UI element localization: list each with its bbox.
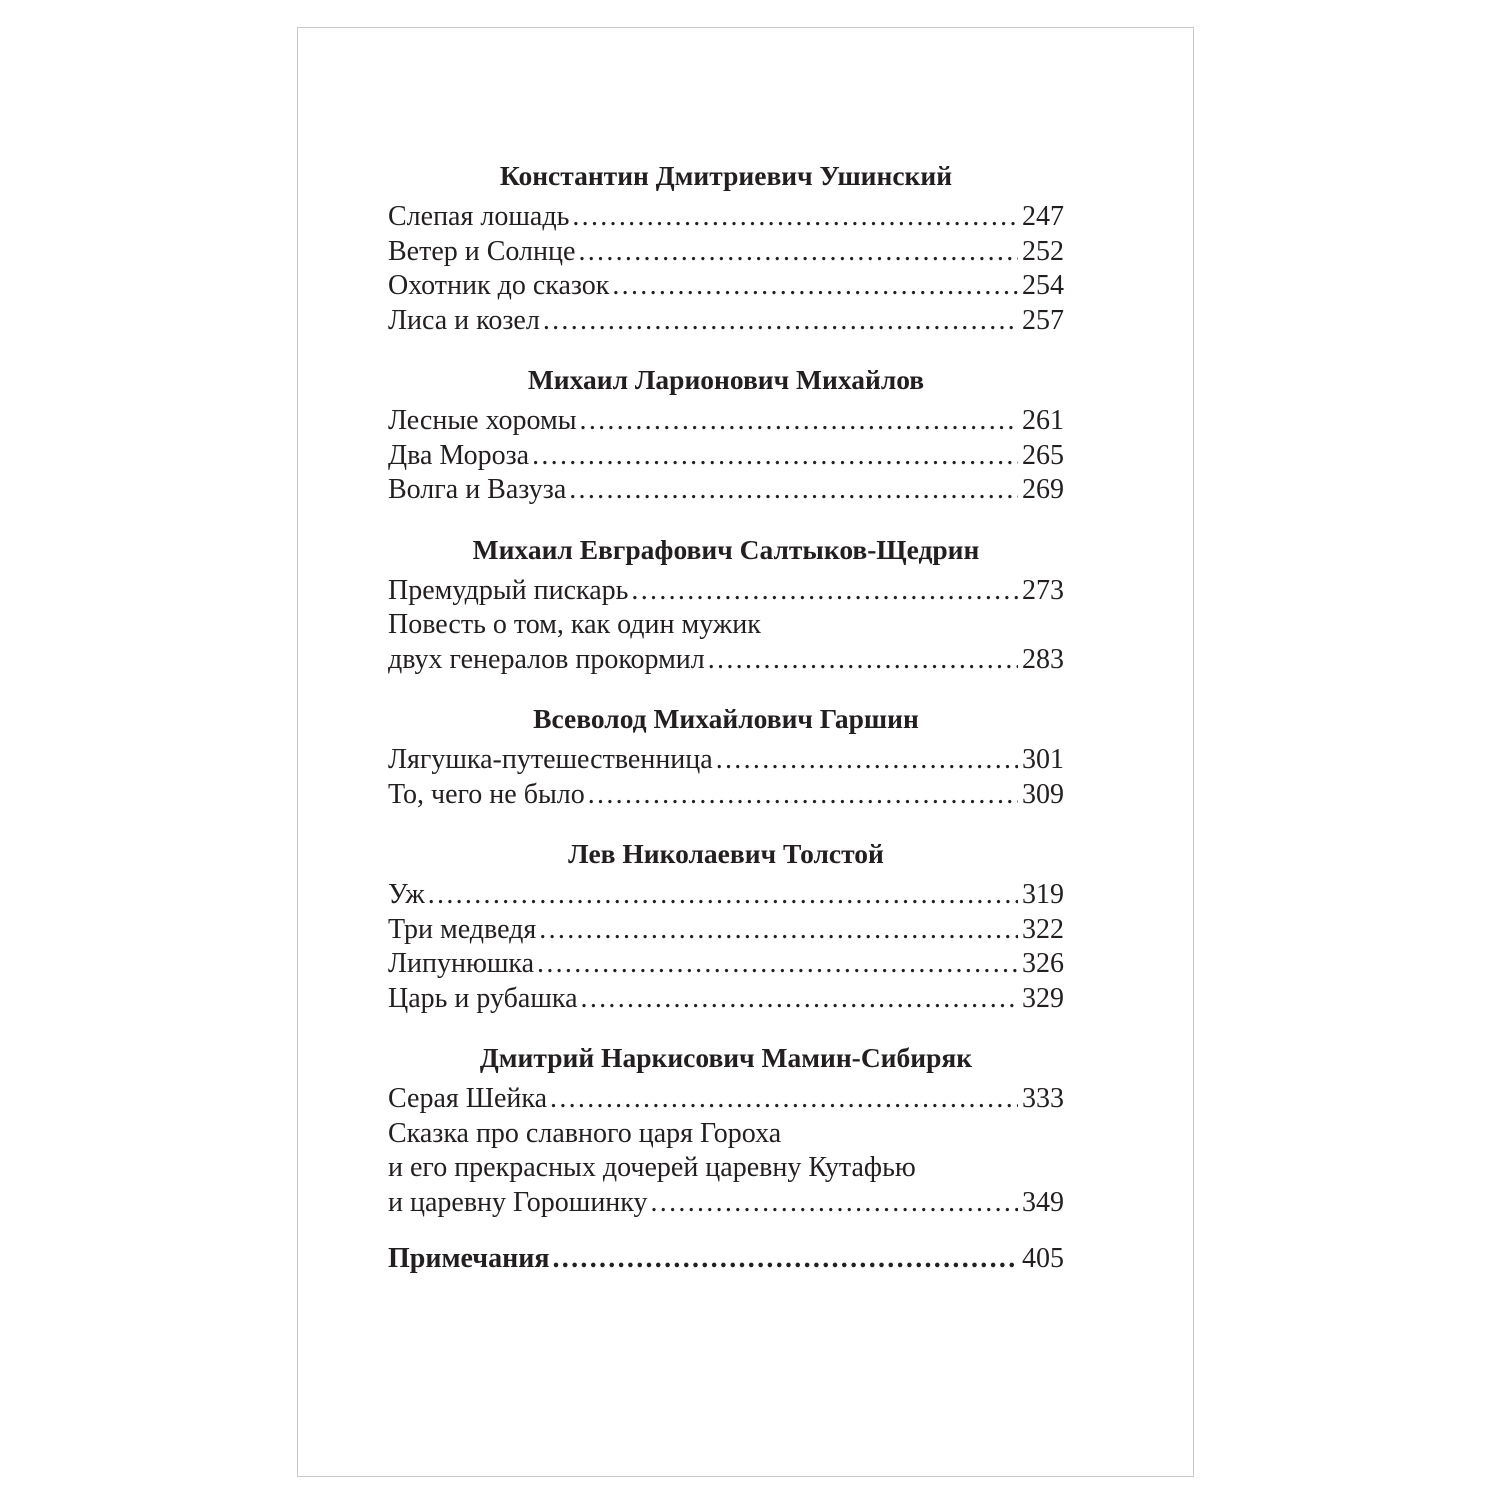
dot-leader: [651, 1186, 1019, 1221]
toc-entry[interactable]: [388, 574, 1064, 609]
toc-entry-page-number: 273: [1022, 574, 1064, 606]
toc-entry-line: [388, 913, 1064, 948]
toc-entry[interactable]: [388, 200, 1064, 235]
toc-entry[interactable]: [388, 947, 1064, 982]
toc-entry-page-number: 349: [1022, 1186, 1064, 1218]
toc-entry-page-number: 326: [1022, 948, 1064, 979]
toc-entry-title: Охотник до сказок: [388, 270, 610, 301]
dot-leader: [532, 439, 1018, 474]
toc-entry-title-line: и его прекрасных дочерей царевну Кутафью: [388, 1152, 916, 1183]
toc-entry-title-line: Повесть о том, как один мужик: [388, 609, 761, 640]
dot-leader: [588, 778, 1018, 813]
dot-leader: [537, 947, 1018, 982]
toc-entry[interactable]: [388, 1117, 1064, 1221]
toc-entry[interactable]: [388, 304, 1064, 339]
toc-entry-page-number: 261: [1022, 405, 1064, 436]
toc-entry[interactable]: [388, 982, 1064, 1017]
toc-entry-page-number: 247: [1022, 201, 1064, 232]
toc-entry-title: Ветер и Солнце: [388, 235, 576, 267]
toc-entry[interactable]: [388, 269, 1064, 304]
toc-entry[interactable]: [388, 439, 1064, 474]
toc-section: [388, 156, 1064, 338]
toc-entry-page-number: 265: [1022, 439, 1064, 471]
toc-entry-line: [388, 304, 1064, 339]
toc-section: [388, 530, 1064, 678]
toc-entry-title: Премудрый пискарь: [388, 574, 629, 606]
toc-entry[interactable]: [388, 743, 1064, 778]
toc-notes-page: 405: [1022, 1243, 1064, 1274]
toc-entry-page-number: 333: [1022, 1083, 1064, 1114]
dot-leader: [580, 404, 1018, 439]
toc-entry[interactable]: [388, 473, 1064, 508]
dot-leader: [569, 473, 1018, 508]
toc-entry-page-number: 283: [1022, 643, 1064, 675]
toc-entry-page-number: 254: [1022, 270, 1064, 301]
toc-entry-title: Лесные хоромы: [388, 405, 577, 436]
toc-entry-title: Два Мороза: [388, 439, 530, 471]
toc-entry[interactable]: [388, 235, 1064, 270]
toc-entry-page-number: 301: [1022, 744, 1064, 775]
toc-entry-title: Три медведя: [388, 913, 537, 945]
toc-entry-line: [388, 1186, 1064, 1221]
table-of-contents: [388, 156, 1064, 1277]
toc-entry-line: [388, 947, 1064, 982]
toc-entry-title: Волга и Вазуза: [388, 474, 567, 505]
toc-section: [388, 1038, 1064, 1220]
dot-leader: [581, 982, 1018, 1017]
toc-entry-line: [388, 1082, 1064, 1117]
toc-entry[interactable]: [388, 608, 1064, 677]
toc-entry-line: [388, 878, 1064, 913]
toc-notes-line[interactable]: [388, 1242, 1064, 1277]
toc-entry-line: [388, 574, 1064, 609]
toc-entry-line: [388, 439, 1064, 474]
toc-entry-page-number: 329: [1022, 982, 1064, 1014]
toc-notes-title: Примечания: [388, 1243, 550, 1274]
toc-author-heading: Константин Дмитриевич Ушинский: [499, 160, 953, 191]
dot-leader: [543, 304, 1018, 339]
toc-notes: [388, 1242, 1064, 1277]
toc-entry[interactable]: [388, 404, 1064, 439]
toc-entry-title: Лягушка-путешественница: [388, 744, 713, 775]
toc-entry-title: двух генералов прокормил: [388, 643, 705, 675]
toc-section: [388, 699, 1064, 812]
toc-entry-page-number: 269: [1022, 474, 1064, 505]
toc-author-heading: Всеволод Михайлович Гаршин: [533, 703, 919, 734]
toc-entry-title-line: Сказка про славного царя Гороха: [388, 1117, 782, 1149]
toc-entry-line: [388, 982, 1064, 1017]
toc-entry[interactable]: [388, 878, 1064, 913]
dot-leader: [708, 643, 1018, 678]
toc-entry-title: Уж: [388, 879, 425, 910]
toc-author-heading: Михаил Ларионович Михайлов: [527, 364, 925, 395]
toc-entry-title: Царь и рубашка: [388, 982, 578, 1014]
dot-leader: [553, 1242, 1019, 1277]
toc-entry-title: Липунюшка: [388, 948, 535, 979]
toc-entry-page-number: 319: [1022, 879, 1064, 910]
toc-sections: [388, 156, 1064, 1220]
toc-section: [388, 360, 1064, 508]
toc-entry-line: [388, 473, 1064, 508]
toc-entry-line: [388, 743, 1064, 778]
toc-entry-title: Лиса и козел: [388, 304, 540, 336]
toc-entry-title: Серая Шейка: [388, 1083, 548, 1114]
toc-entry-title: Слепая лошадь: [388, 201, 570, 232]
dot-leader: [539, 913, 1018, 948]
toc-entry-page-number: 309: [1022, 778, 1064, 810]
toc-entry-line: [388, 269, 1064, 304]
toc-entry-line: [388, 643, 1064, 678]
toc-entry-line: [388, 778, 1064, 813]
toc-entry-line: [388, 235, 1064, 270]
toc-section: [388, 834, 1064, 1016]
toc-entry-page-number: 257: [1022, 304, 1064, 336]
toc-entry-page-number: 252: [1022, 235, 1064, 267]
toc-entry-title: То, чего не было: [388, 778, 585, 810]
dot-leader: [631, 574, 1018, 609]
dot-leader: [716, 743, 1018, 778]
toc-author-heading: Михаил Евграфович Салтыков-Щедрин: [472, 533, 980, 565]
toc-entry[interactable]: [388, 1082, 1064, 1117]
dot-leader: [428, 878, 1018, 913]
toc-entry[interactable]: [388, 913, 1064, 948]
toc-entry-title: и царевну Горошинку: [388, 1186, 648, 1218]
toc-entry-line: [388, 200, 1064, 235]
toc-entry-page-number: 322: [1022, 913, 1064, 945]
dot-leader: [572, 200, 1018, 235]
toc-author-heading: Лев Николаевич Толстой: [568, 838, 884, 869]
toc-entry-line: [388, 404, 1064, 439]
toc-author-heading: Дмитрий Наркисович Мамин-Сибиряк: [479, 1042, 973, 1073]
dot-leader: [550, 1082, 1018, 1117]
dot-leader: [612, 269, 1018, 304]
toc-entry[interactable]: [388, 778, 1064, 813]
dot-leader: [578, 235, 1018, 270]
